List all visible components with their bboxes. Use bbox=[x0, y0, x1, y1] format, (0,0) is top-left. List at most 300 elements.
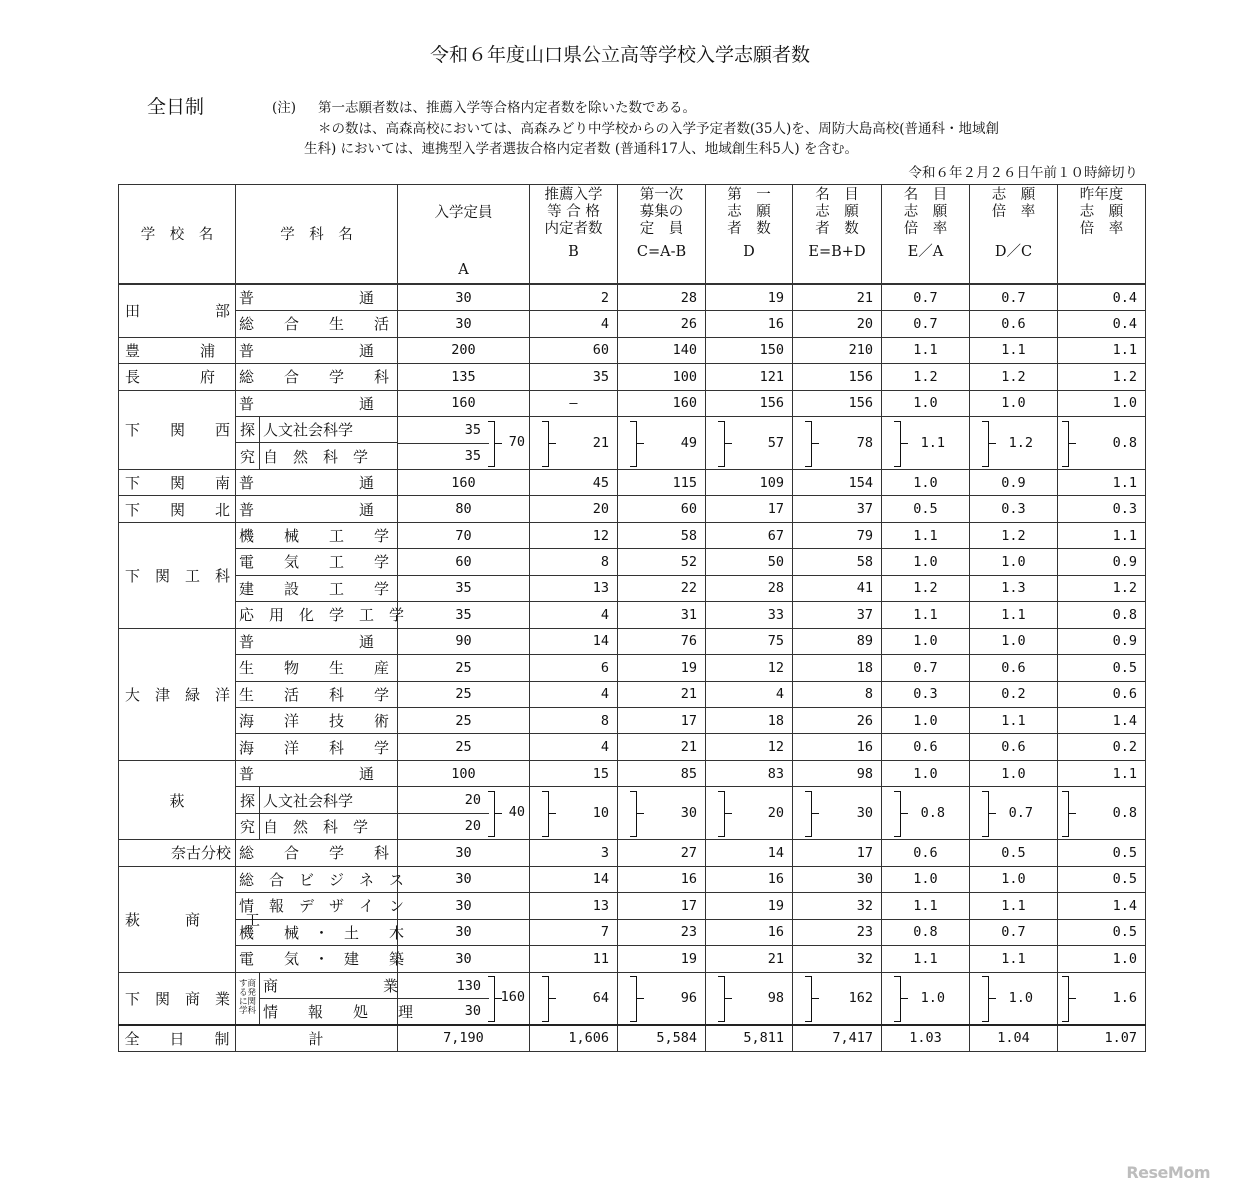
prev-ratio-cell: 1.2 bbox=[1058, 575, 1146, 601]
bracket-icon bbox=[542, 791, 549, 837]
ratio-cell: 0.6 bbox=[970, 655, 1058, 681]
recommend-cell: 2 bbox=[530, 284, 618, 310]
applicants-cell: 156 bbox=[706, 390, 793, 416]
dept-name: 総 合 学 科 bbox=[236, 364, 398, 390]
nominal-ratio-cell: 1.0 bbox=[882, 549, 970, 575]
bracket-icon bbox=[1062, 791, 1069, 837]
header-capacity: 入学定員 A bbox=[398, 185, 530, 285]
quota-cell: 19 bbox=[618, 946, 706, 972]
dept-name: 普 通 bbox=[236, 469, 398, 495]
bracket-icon bbox=[488, 976, 495, 1022]
capacity-group-cell bbox=[398, 416, 530, 469]
quota-cell: 49 bbox=[618, 416, 706, 469]
prev-ratio-cell: 0.4 bbox=[1058, 284, 1146, 310]
table-row bbox=[119, 760, 1146, 786]
prev-ratio-cell: 0.6 bbox=[1058, 681, 1146, 707]
capacity-cell: 30 bbox=[398, 866, 530, 892]
recommend-cell: 4 bbox=[530, 734, 618, 760]
table-row bbox=[119, 522, 1146, 548]
quota-cell: 52 bbox=[618, 549, 706, 575]
nominal-ratio-cell: 1.0 bbox=[882, 707, 970, 733]
resemom-logo: ReseMom bbox=[1126, 1163, 1210, 1182]
table-row bbox=[119, 364, 1146, 390]
dept-name: 機 械 工 学 bbox=[236, 522, 398, 548]
prev-ratio-cell: 1.0 bbox=[1058, 946, 1146, 972]
nominal-ratio-cell: 0.7 bbox=[882, 311, 970, 337]
capacity-total: 40 bbox=[508, 804, 525, 821]
nominal-cell: 23 bbox=[793, 919, 882, 945]
applicants-cell: 98 bbox=[706, 972, 793, 1025]
capacity-cell: 25 bbox=[398, 681, 530, 707]
applicants-table bbox=[118, 184, 1146, 1052]
capacity-sub: 35 bbox=[398, 417, 489, 444]
capacity-cell: 80 bbox=[398, 496, 530, 522]
capacity-cell: 30 bbox=[398, 946, 530, 972]
applicants-cell: 16 bbox=[706, 311, 793, 337]
recommend-cell: 64 bbox=[530, 972, 618, 1025]
header-nominal-ratio: 名 目 志 願 倍 率 E／A bbox=[882, 185, 970, 285]
nominal-ratio-cell: 0.7 bbox=[882, 284, 970, 310]
table-row bbox=[119, 734, 1146, 760]
header-ratio: 志 願 倍 率 D／C bbox=[970, 185, 1058, 285]
recommend-cell: 6 bbox=[530, 655, 618, 681]
capacity-cell: 100 bbox=[398, 760, 530, 786]
dept-name: 商 業 bbox=[260, 972, 398, 998]
bracket-icon bbox=[718, 976, 725, 1022]
school-name: 長 府 bbox=[119, 364, 236, 390]
applicants-cell: 12 bbox=[706, 734, 793, 760]
nominal-cell: 16 bbox=[793, 734, 882, 760]
nominal-cell: 156 bbox=[793, 390, 882, 416]
dept-name: 普 通 bbox=[236, 496, 398, 522]
quota-cell: 28 bbox=[618, 284, 706, 310]
table-row bbox=[119, 840, 1146, 866]
nominal-ratio-cell: 0.6 bbox=[882, 840, 970, 866]
nominal-cell: 210 bbox=[793, 337, 882, 363]
dept-name: 生 活 科 学 bbox=[236, 681, 398, 707]
applicants-cell: 19 bbox=[706, 893, 793, 919]
recommend-cell: 7 bbox=[530, 919, 618, 945]
table-row bbox=[119, 946, 1146, 972]
recommend-cell: 12 bbox=[530, 522, 618, 548]
nominal-ratio-cell: 1.0 bbox=[882, 469, 970, 495]
recommend-cell: 45 bbox=[530, 469, 618, 495]
school-name: 萩 bbox=[119, 760, 236, 839]
bracket-icon bbox=[488, 421, 495, 467]
dept-name: 総 合 ビ ジ ネ ス bbox=[236, 866, 398, 892]
capacity-cell: 200 bbox=[398, 337, 530, 363]
quota-cell: 27 bbox=[618, 840, 706, 866]
nominal-cell: 20 bbox=[793, 311, 882, 337]
header-first-applicants: 第 一 志 願 者 数 D bbox=[706, 185, 793, 285]
applicants-cell: 21 bbox=[706, 946, 793, 972]
recommend-cell: 10 bbox=[530, 787, 618, 840]
bracket-icon bbox=[982, 976, 989, 1022]
table-row bbox=[119, 416, 1146, 442]
school-name: 奈古分校 bbox=[119, 840, 236, 866]
nominal-cell: 30 bbox=[793, 787, 882, 840]
capacity-sub: 130 bbox=[398, 973, 489, 1000]
bracket-icon bbox=[630, 421, 637, 467]
prev-ratio-cell: 0.9 bbox=[1058, 549, 1146, 575]
nominal-ratio-cell: 1.0 bbox=[882, 760, 970, 786]
quota-cell: 16 bbox=[618, 866, 706, 892]
page-title: 令和６年度山口県公立高等学校入学志願者数 bbox=[429, 44, 810, 66]
table-row bbox=[119, 311, 1146, 337]
capacity-cell: 30 bbox=[398, 284, 530, 310]
applicants-cell: 83 bbox=[706, 760, 793, 786]
table-row bbox=[119, 893, 1146, 919]
quota-cell: 21 bbox=[618, 734, 706, 760]
recommend-cell: 15 bbox=[530, 760, 618, 786]
capacity-cell: 60 bbox=[398, 549, 530, 575]
bracket-icon bbox=[542, 421, 549, 467]
nominal-ratio-cell: 0.8 bbox=[882, 787, 970, 840]
capacity-sub: 35 bbox=[464, 447, 481, 464]
capacity-cell: 35 bbox=[398, 575, 530, 601]
header-recommend: 推薦入学 等 合 格 内定者数 B bbox=[530, 185, 618, 285]
capacity-sub: 20 bbox=[398, 787, 489, 814]
school-name: 萩 商 工 bbox=[119, 866, 236, 972]
prev-ratio-cell: 1.1 bbox=[1058, 469, 1146, 495]
note-line-2: ＊の数は、高森高校においては、高森みどり中学校からの入学予定者数(35人)を、周防大島高校(普通科・地域創 bbox=[318, 121, 999, 137]
bracket-icon bbox=[630, 976, 637, 1022]
tankyu-label: 探 bbox=[236, 787, 260, 813]
nominal-ratio-cell: 1.0 bbox=[882, 972, 970, 1025]
table-row bbox=[119, 655, 1146, 681]
school-name: 田 部 bbox=[119, 284, 236, 337]
capacity-cell: 160 bbox=[398, 469, 530, 495]
quota-cell: 19 bbox=[618, 655, 706, 681]
ratio-cell: 1.0 bbox=[970, 390, 1058, 416]
recommend-cell: 20 bbox=[530, 496, 618, 522]
applicants-cell: 5,811 bbox=[706, 1025, 793, 1052]
table-row bbox=[119, 284, 1146, 310]
school-name: 大 津 緑 洋 bbox=[119, 628, 236, 760]
header-prev-ratio: 昨年度 志 願 倍 率 bbox=[1058, 185, 1146, 285]
bracket-icon bbox=[982, 421, 989, 467]
school-name: 下 関 商 業 bbox=[119, 972, 236, 1025]
nominal-ratio-cell: 1.0 bbox=[882, 628, 970, 654]
prev-ratio-cell: 0.5 bbox=[1058, 840, 1146, 866]
nominal-cell: 58 bbox=[793, 549, 882, 575]
applicants-cell: 75 bbox=[706, 628, 793, 654]
quota-cell: 60 bbox=[618, 496, 706, 522]
applicants-cell: 19 bbox=[706, 284, 793, 310]
capacity-cell: 30 bbox=[398, 893, 530, 919]
recommend-cell: 8 bbox=[530, 707, 618, 733]
applicants-cell: 14 bbox=[706, 840, 793, 866]
nominal-ratio-cell: 1.1 bbox=[882, 337, 970, 363]
prev-ratio-cell: 1.4 bbox=[1058, 893, 1146, 919]
recommend-cell: 4 bbox=[530, 311, 618, 337]
prev-ratio-cell: 0.8 bbox=[1058, 602, 1146, 628]
dept-name: 生 物 生 産 bbox=[236, 655, 398, 681]
quota-cell: 26 bbox=[618, 311, 706, 337]
table-row bbox=[119, 549, 1146, 575]
nominal-ratio-cell: 0.6 bbox=[882, 734, 970, 760]
header-school: 学 校 名 bbox=[119, 185, 236, 285]
quota-cell: 5,584 bbox=[618, 1025, 706, 1052]
applicants-cell: 12 bbox=[706, 655, 793, 681]
prev-ratio-cell: 0.2 bbox=[1058, 734, 1146, 760]
nominal-cell: 17 bbox=[793, 840, 882, 866]
dept-name: 自 然 科 学 bbox=[260, 443, 398, 469]
tankyu-label: 究 bbox=[236, 443, 260, 469]
applicants-cell: 28 bbox=[706, 575, 793, 601]
quota-cell: 22 bbox=[618, 575, 706, 601]
prev-ratio-cell: 0.8 bbox=[1058, 787, 1146, 840]
prev-ratio-cell: 0.3 bbox=[1058, 496, 1146, 522]
recommend-cell: ― bbox=[530, 390, 618, 416]
quota-cell: 21 bbox=[618, 681, 706, 707]
capacity-total: 70 bbox=[508, 433, 525, 450]
ratio-cell: 0.9 bbox=[970, 469, 1058, 495]
prev-ratio-cell: 0.5 bbox=[1058, 655, 1146, 681]
dept-name: 人文社会科学 bbox=[260, 416, 398, 442]
applicants-cell: 18 bbox=[706, 707, 793, 733]
school-name: 下 関 西 bbox=[119, 390, 236, 469]
recommend-cell: 35 bbox=[530, 364, 618, 390]
note-line-3: 生科) においては、連携型入学者選抜合格内定者数 (普通科17人、地域創生科5人) を含む。 bbox=[304, 141, 858, 157]
recommend-cell: 3 bbox=[530, 840, 618, 866]
nominal-cell: 98 bbox=[793, 760, 882, 786]
ratio-cell: 0.5 bbox=[970, 840, 1058, 866]
capacity-cell: 30 bbox=[398, 311, 530, 337]
quota-cell: 140 bbox=[618, 337, 706, 363]
table-row bbox=[119, 787, 1146, 813]
bracket-icon bbox=[718, 421, 725, 467]
prev-ratio-cell: 1.07 bbox=[1058, 1025, 1146, 1052]
ratio-cell: 1.1 bbox=[970, 707, 1058, 733]
bracket-icon bbox=[488, 791, 495, 837]
recommend-cell: 4 bbox=[530, 602, 618, 628]
ratio-cell: 0.3 bbox=[970, 496, 1058, 522]
total-row bbox=[119, 1025, 1146, 1052]
ratio-cell: 1.0 bbox=[970, 972, 1058, 1025]
recommend-cell: 60 bbox=[530, 337, 618, 363]
nominal-ratio-cell: 0.8 bbox=[882, 919, 970, 945]
nominal-cell: 78 bbox=[793, 416, 882, 469]
dept-name: 総 合 生 活 bbox=[236, 311, 398, 337]
nominal-cell: 162 bbox=[793, 972, 882, 1025]
ratio-cell: 0.2 bbox=[970, 681, 1058, 707]
prev-ratio-cell: 1.2 bbox=[1058, 364, 1146, 390]
ratio-cell: 0.6 bbox=[970, 311, 1058, 337]
nominal-cell: 37 bbox=[793, 496, 882, 522]
table-row bbox=[119, 919, 1146, 945]
dept-name: 普 通 bbox=[236, 284, 398, 310]
ratio-cell: 1.0 bbox=[970, 549, 1058, 575]
total-label: 全 日 制 bbox=[119, 1025, 236, 1052]
applicants-cell: 150 bbox=[706, 337, 793, 363]
header-nominal-applicants: 名 目 志 願 者 数 E=B+D bbox=[793, 185, 882, 285]
deadline-text: 令和６年２月２６日午前１０時締切り bbox=[908, 165, 1138, 181]
table-row bbox=[119, 866, 1146, 892]
dept-name: 総 合 学 科 bbox=[236, 840, 398, 866]
quota-cell: 85 bbox=[618, 760, 706, 786]
capacity-total: 160 bbox=[500, 989, 525, 1006]
bracket-icon bbox=[982, 791, 989, 837]
table-row bbox=[119, 337, 1146, 363]
nominal-cell: 89 bbox=[793, 628, 882, 654]
bracket-icon bbox=[805, 791, 812, 837]
applicants-cell: 50 bbox=[706, 549, 793, 575]
ratio-cell: 1.2 bbox=[970, 522, 1058, 548]
quota-cell: 17 bbox=[618, 893, 706, 919]
applicants-cell: 16 bbox=[706, 919, 793, 945]
applicants-cell: 67 bbox=[706, 522, 793, 548]
ratio-cell: 0.7 bbox=[970, 787, 1058, 840]
bracket-icon bbox=[542, 976, 549, 1022]
dept-name: 応 用 化 学 工 学 bbox=[236, 602, 398, 628]
table-row bbox=[119, 390, 1146, 416]
prev-ratio-cell: 0.4 bbox=[1058, 311, 1146, 337]
bracket-icon bbox=[805, 976, 812, 1022]
applicants-cell: 109 bbox=[706, 469, 793, 495]
recommend-cell: 13 bbox=[530, 575, 618, 601]
capacity-cell: 160 bbox=[398, 390, 530, 416]
table-row bbox=[119, 972, 1146, 998]
school-name: 下 関 北 bbox=[119, 496, 236, 522]
dept-name: 普 通 bbox=[236, 390, 398, 416]
ratio-cell: 1.3 bbox=[970, 575, 1058, 601]
quota-cell: 115 bbox=[618, 469, 706, 495]
bracket-icon bbox=[894, 421, 901, 467]
recommend-cell: 13 bbox=[530, 893, 618, 919]
dept-name: 普 通 bbox=[236, 760, 398, 786]
capacity-cell: 25 bbox=[398, 655, 530, 681]
nominal-ratio-cell: 0.5 bbox=[882, 496, 970, 522]
bracket-icon bbox=[1062, 976, 1069, 1022]
ratio-cell: 1.1 bbox=[970, 893, 1058, 919]
prev-ratio-cell: 1.1 bbox=[1058, 522, 1146, 548]
quota-cell: 160 bbox=[618, 390, 706, 416]
tankyu-label: 探 bbox=[236, 416, 260, 442]
ratio-cell: 1.04 bbox=[970, 1025, 1058, 1052]
applicants-cell: 4 bbox=[706, 681, 793, 707]
applicants-cell: 17 bbox=[706, 496, 793, 522]
nominal-ratio-cell: 1.0 bbox=[882, 390, 970, 416]
recommend-cell: 8 bbox=[530, 549, 618, 575]
ratio-cell: 1.1 bbox=[970, 602, 1058, 628]
nominal-cell: 32 bbox=[793, 893, 882, 919]
dept-name: 情 報 デ ザ イ ン bbox=[236, 893, 398, 919]
prev-ratio-cell: 1.6 bbox=[1058, 972, 1146, 1025]
nominal-ratio-cell: 1.1 bbox=[882, 602, 970, 628]
ratio-cell: 1.1 bbox=[970, 946, 1058, 972]
school-name: 豊 浦 bbox=[119, 337, 236, 363]
prev-ratio-cell: 0.5 bbox=[1058, 866, 1146, 892]
prev-ratio-cell: 1.4 bbox=[1058, 707, 1146, 733]
applicants-cell: 57 bbox=[706, 416, 793, 469]
quota-cell: 23 bbox=[618, 919, 706, 945]
nominal-cell: 37 bbox=[793, 602, 882, 628]
nominal-ratio-cell: 1.2 bbox=[882, 575, 970, 601]
capacity-cell: 70 bbox=[398, 522, 530, 548]
capacity-sub: 30 bbox=[464, 1003, 481, 1020]
prev-ratio-cell: 1.1 bbox=[1058, 337, 1146, 363]
nominal-cell: 30 bbox=[793, 866, 882, 892]
quota-cell: 96 bbox=[618, 972, 706, 1025]
recommend-cell: 14 bbox=[530, 628, 618, 654]
header-dept: 学 科 名 bbox=[236, 185, 398, 285]
nominal-ratio-cell: 1.03 bbox=[882, 1025, 970, 1052]
capacity-cell: 135 bbox=[398, 364, 530, 390]
ratio-cell: 0.6 bbox=[970, 734, 1058, 760]
ratio-cell: 1.1 bbox=[970, 337, 1058, 363]
nominal-ratio-cell: 1.1 bbox=[882, 522, 970, 548]
capacity-group-cell bbox=[398, 787, 530, 840]
table-row bbox=[119, 602, 1146, 628]
dept-name: 自 然 科 学 bbox=[260, 813, 398, 839]
ratio-cell: 1.0 bbox=[970, 760, 1058, 786]
prev-ratio-cell: 0.8 bbox=[1058, 416, 1146, 469]
ratio-cell: 0.7 bbox=[970, 284, 1058, 310]
dept-name: 海 洋 科 学 bbox=[236, 734, 398, 760]
quota-cell: 58 bbox=[618, 522, 706, 548]
nominal-ratio-cell: 0.3 bbox=[882, 681, 970, 707]
recommend-cell: 1,606 bbox=[530, 1025, 618, 1052]
note-label: (注) bbox=[272, 100, 297, 116]
tankyu-label: 究 bbox=[236, 813, 260, 839]
table-row bbox=[119, 681, 1146, 707]
applicants-cell: 16 bbox=[706, 866, 793, 892]
nominal-cell: 41 bbox=[793, 575, 882, 601]
nominal-ratio-cell: 0.7 bbox=[882, 655, 970, 681]
ratio-cell: 1.2 bbox=[970, 364, 1058, 390]
capacity-cell: 25 bbox=[398, 734, 530, 760]
nominal-ratio-cell: 1.1 bbox=[882, 893, 970, 919]
ratio-cell: 0.7 bbox=[970, 919, 1058, 945]
school-name: 下 関 工 科 bbox=[119, 522, 236, 628]
bracket-icon bbox=[630, 791, 637, 837]
recommend-cell: 11 bbox=[530, 946, 618, 972]
bracket-icon bbox=[894, 976, 901, 1022]
nominal-cell: 8 bbox=[793, 681, 882, 707]
header-first-quota: 第一次 募集の 定 員 C=A-B bbox=[618, 185, 706, 285]
dept-name: 電 気 工 学 bbox=[236, 549, 398, 575]
course-type-label: 全日制 bbox=[147, 96, 205, 118]
table-row bbox=[119, 707, 1146, 733]
ratio-cell: 1.0 bbox=[970, 628, 1058, 654]
dept-name: 人文社会科学 bbox=[260, 787, 398, 813]
capacity-sub: 20 bbox=[464, 818, 481, 835]
dept-name: 海 洋 技 術 bbox=[236, 707, 398, 733]
nominal-cell: 154 bbox=[793, 469, 882, 495]
dept-name: 普 通 bbox=[236, 337, 398, 363]
table-row bbox=[119, 469, 1146, 495]
dept-name: 建 設 工 学 bbox=[236, 575, 398, 601]
bracket-icon bbox=[1062, 421, 1069, 467]
note-line-1: 第一志願者数は、推薦入学等合格内定者数を除いた数である。 bbox=[318, 100, 696, 116]
tankyu-label: す商る発に関学科 bbox=[236, 972, 260, 1025]
capacity-cell: 30 bbox=[398, 919, 530, 945]
nominal-ratio-cell: 1.0 bbox=[882, 866, 970, 892]
recommend-cell: 14 bbox=[530, 866, 618, 892]
capacity-group-cell bbox=[398, 972, 530, 1025]
header-row bbox=[119, 185, 1146, 285]
capacity-cell: 90 bbox=[398, 628, 530, 654]
nominal-cell: 79 bbox=[793, 522, 882, 548]
bracket-icon bbox=[894, 791, 901, 837]
capacity-cell: 7,190 bbox=[398, 1025, 530, 1052]
capacity-cell: 35 bbox=[398, 602, 530, 628]
dept-name: 機 械 ・ 土 木 bbox=[236, 919, 398, 945]
applicants-cell: 121 bbox=[706, 364, 793, 390]
quota-cell: 30 bbox=[618, 787, 706, 840]
ratio-cell: 1.2 bbox=[970, 416, 1058, 469]
